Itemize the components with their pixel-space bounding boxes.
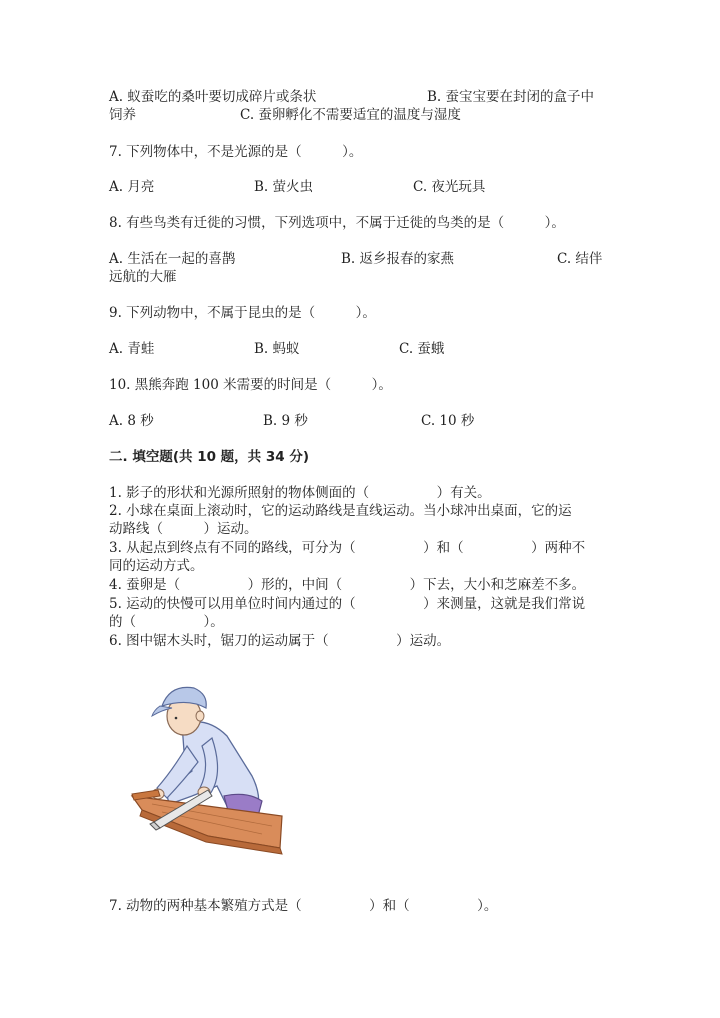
fill-q3-line1: 3. 从起点到终点有不同的路线，可分为（ ）和（ ）两种不	[109, 540, 586, 556]
q9-option-a: A. 青蛙	[109, 341, 155, 357]
q7-option-b: B. 萤火虫	[254, 179, 314, 195]
q7-option-a: A. 月亮	[109, 179, 155, 195]
q8-option-b: B. 返乡报春的家燕	[341, 251, 455, 267]
q8-option-c: C. 结伴	[557, 251, 603, 267]
q6-option-b-continued: 饲养	[109, 107, 136, 123]
q7-stem: 7. 下列物体中，不是光源的是（ ）。	[109, 144, 363, 160]
q9-option-c: C. 蚕蛾	[399, 341, 445, 357]
man-sawing-wood-illustration	[112, 676, 292, 866]
q8-stem: 8. 有些鸟类有迁徙的习惯，下列选项中，不属于迁徙的鸟类的是（ ）。	[109, 215, 565, 231]
q9-option-b: B. 蚂蚁	[254, 341, 300, 357]
q7-option-c: C. 夜光玩具	[413, 179, 486, 195]
q10-option-a: A. 8 秒	[109, 413, 154, 429]
fill-q6: 6. 图中锯木头时，锯刀的运动属于（ ）运动。	[109, 633, 451, 649]
fill-q2-line2: 动路线（ ）运动。	[109, 521, 258, 537]
fill-q1: 1. 影子的形状和光源所照射的物体侧面的（ ）有关。	[109, 485, 491, 501]
q6-option-b: B. 蚕宝宝要在封闭的盒子中	[427, 89, 595, 105]
fill-q4: 4. 蚕卵是（ ）形的，中间（ ）下去，大小和芝麻差不多。	[109, 577, 586, 593]
fill-q5-line1: 5. 运动的快慢可以用单位时间内通过的（ ）来测量，这就是我们常说	[109, 596, 586, 612]
fill-q3-line2: 同的运动方式。	[109, 558, 204, 574]
q8-option-a: A. 生活在一起的喜鹊	[109, 251, 236, 267]
q10-option-b: B. 9 秒	[263, 413, 308, 429]
q8-option-c-continued: 远航的大雁	[109, 269, 177, 285]
fill-q5-line2: 的（ ）。	[109, 614, 224, 630]
q10-option-c: C. 10 秒	[421, 413, 475, 429]
fill-q2-line1: 2. 小球在桌面上滚动时，它的运动路线是直线运动。当小球冲出桌面，它的运	[109, 503, 572, 519]
q6-option-c: C. 蚕卵孵化不需要适宜的温度与湿度	[240, 107, 461, 123]
fill-q7: 7. 动物的两种基本繁殖方式是（ ）和（ ）。	[109, 898, 498, 914]
q9-stem: 9. 下列动物中，不属于昆虫的是（ ）。	[109, 305, 376, 321]
q6-option-a: A. 蚁蚕吃的桑叶要切成碎片或条状	[109, 89, 317, 105]
section-title: 二. 填空题(共 10 题，共 34 分)	[109, 449, 310, 465]
q10-stem: 10. 黑熊奔跑 100 米需要的时间是（ ）。	[109, 377, 392, 393]
